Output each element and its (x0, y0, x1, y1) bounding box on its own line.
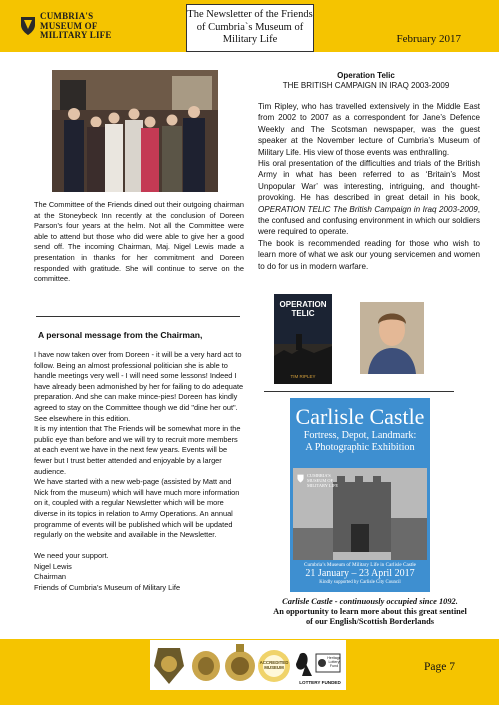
logo-line: CUMBRIA'S (40, 11, 94, 21)
lottery-funded-label: LOTTERY FUNDED (299, 680, 341, 685)
article-title: Operation Telic (337, 71, 395, 80)
accredited-label-line: ACCREDITED (259, 660, 289, 665)
issue-date: February 2017 (396, 33, 461, 45)
poster-logo (297, 474, 338, 488)
speaker-portrait-image (360, 302, 424, 374)
article-body (258, 101, 480, 272)
photo-caption: The Committee of the Friends dined out their outgoing chairman at the Stoneybeck Inn recently at the conclusion of Doreen Parson’s four years at the helm. Not all the Committee were able to attend but those who did were able to give her a good send off. The incoming Chairman, Maj. Nigel Lewis made a presentation in thanks for her commitment and Doreen responded with gratitude. She will continue to serve on the committee. (34, 200, 244, 284)
book-cover-author: TIM RIPLEY (290, 374, 316, 379)
chairman-message-title: A personal message from the Chairman, (38, 330, 203, 340)
newsletter-title-line: The Newsletter of the Friends (187, 9, 313, 20)
heritage-label-line: Heritage (327, 656, 341, 660)
chairman-paragraph: We have started with a new web-page (assisted by Matt and Nick from the museum) which will have much more information on it, coupled with a regular Newsletter which will be more diverse in its topics in relation to Army Operations. An annual programme of events will be published which will be updated regularly on the website and available in the Newsletter. (34, 477, 240, 540)
poster-subtitle-line: A Photographic Exhibition (305, 441, 415, 453)
book-title-inline: OPERATION TELIC The British Campaign in Iraq 2003-2009 (258, 204, 478, 214)
poster-subtitle (290, 430, 430, 453)
newsletter-title-line: Military Life (222, 34, 278, 45)
heritage-label-line: Lottery Fund (328, 660, 340, 669)
newsletter-title-box (186, 4, 314, 52)
page-number: Page 7 (424, 661, 455, 673)
shield-icon (20, 16, 36, 36)
speaker-portrait (360, 302, 424, 374)
committee-photo-image (52, 70, 218, 192)
signature-line: Friends of Cumbria’s Museum of Military Life (34, 583, 181, 593)
poster-logo-line: MILITARY LIFE (307, 482, 339, 488)
article-paragraph: Tim Ripley, who has travelled extensively in the Middle East from 2002 to 2007 as a correspondent for Jane’s Defence Weekly and The Scotsman newspaper, was the guest speaker at the November lecture of Cumbria’s Museum of Military Life. His view of those events was enthralling. (258, 102, 480, 157)
section-divider (36, 316, 240, 317)
poster-subtitle-line: Fortress, Depot, Landmark: (303, 430, 417, 441)
section-divider (264, 391, 454, 392)
poster-caption-line: An opportunity to learn more about this great sentinel (273, 607, 467, 616)
exhibition-poster (290, 398, 430, 592)
article-text: His oral presentation of the difficulties and trials of the British Army in what has been referred to as ‘Britain’s Most Unpopular War’ was interesting, intriguing, and thought-provoking. He has described in great detail in his book, (258, 159, 480, 203)
article-subtitle: THE BRITISH CAMPAIGN IN IRAQ 2003-2009 (282, 81, 450, 90)
poster-footer (290, 562, 430, 586)
signature-line: Chairman (34, 572, 67, 582)
book-cover-image (274, 294, 332, 384)
accredited-museum-label (258, 660, 290, 670)
poster-caption-line: of our English/Scottish Borderlands (305, 617, 435, 626)
committee-photo (52, 70, 218, 192)
regiment-badge-icon (192, 651, 220, 681)
lottery-hands-icon (296, 653, 312, 676)
chairman-message-body (34, 350, 244, 594)
museum-logo (20, 12, 112, 41)
chairman-paragraph: It is my intention that The Friends will be somewhat more in the public eye than before and we will try to recruit more members at each event we have in the next few years. Events will be fewer but I trust better attended and enjoyable by a larger audience. (34, 424, 241, 476)
chairman-paragraph: I have now taken over from Doreen - it will be a very hard act to follow. Being an almost professional politician she is able to handle meetings very well - I will need some lessons! Indeed I have already been admonished by her for failing to do adequate preparation. And she can make mince-pies! Doreen has kindly agreed to stay on the Committee though we did "dine her out". See elsewhere in this edition. (34, 350, 244, 423)
article-paragraph (258, 158, 480, 238)
poster-dates: 21 January – 23 April 2017 (305, 568, 415, 579)
accredited-label-line: MUSEUM (264, 665, 284, 670)
poster-logo-line: MUSEUM OF (307, 477, 333, 483)
book-cover-title: OPERATION TELIC (279, 300, 327, 318)
poster-caption-line: Carlisle Castle - continuously occupied since 1092. (282, 597, 458, 606)
newsletter-title-line: of Cumbria`s Museum of (196, 21, 304, 33)
heritage-lottery-label (316, 656, 342, 669)
logo-line: MILITARY LIFE (40, 30, 112, 40)
logo-text (40, 12, 112, 41)
poster-logo-line: CUMBRIA'S (307, 473, 331, 478)
castle-photo (293, 468, 427, 560)
shield-icon (297, 474, 304, 483)
signature-line: Nigel Lewis (34, 561, 72, 571)
article-text: , the confused and confusing environment in which our soldiers were required to operate. (258, 204, 480, 237)
logo-line: MUSEUM OF (40, 20, 98, 31)
article-heading (256, 71, 476, 91)
poster-sponsor: Kindly supported by Carlisle City Council (319, 580, 401, 585)
signature-line: We need your support. (34, 551, 109, 561)
poster-title: Carlisle Castle (295, 404, 425, 429)
poster-venue: Cumbria’s Museum of Military Life in Carlisle Castle (304, 562, 416, 568)
regiment-badge-icon (154, 648, 184, 684)
regiment-badge-icon (225, 644, 255, 681)
poster-caption (252, 597, 488, 627)
article-paragraph: The book is recommended reading for those who wish to learn more of what we ask our young servicemen and women to do for us in modern warfare. (258, 238, 480, 271)
regimental-badges (150, 640, 346, 690)
poster-logo-text (307, 474, 338, 488)
